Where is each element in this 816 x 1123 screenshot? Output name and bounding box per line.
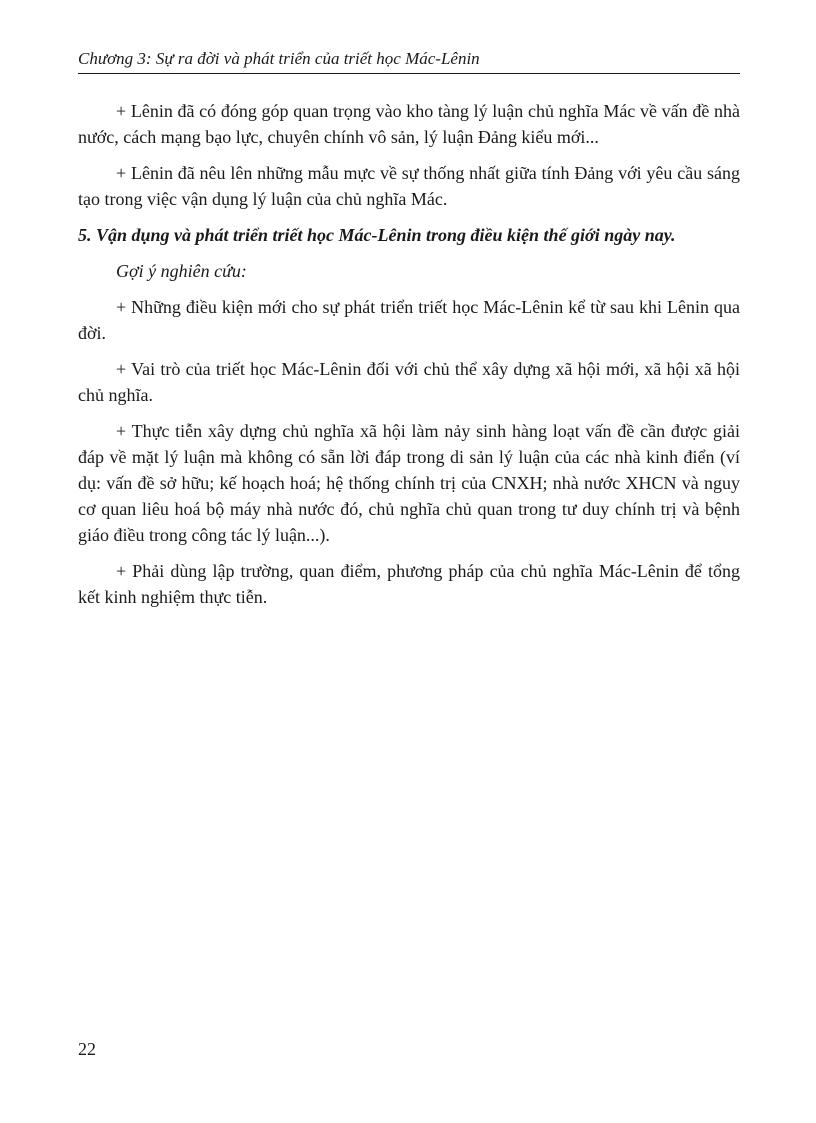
page-number: 22 — [78, 1039, 96, 1059]
section-heading: 5. Vận dụng và phát triển triết học Mác-Lênin trong điều kiện thế giới ngày nay. — [78, 225, 676, 245]
paragraph-lenin-unity: + Lênin đã nêu lên những mẫu mực về sự thống nhất giữa tính Đảng với yêu cầu sáng tạo trong việc vận dụng lý luận của chủ nghĩa Mác. — [78, 163, 740, 209]
paragraph-method: + Phải dùng lập trường, quan điểm, phương pháp của chủ nghĩa Mác-Lênin để tổng kết kinh nghiệm thực tiễn. — [78, 561, 740, 607]
paragraph-new-conditions: + Những điều kiện mới cho sự phát triển triết học Mác-Lênin kể từ sau khi Lênin qua đời. — [78, 297, 740, 343]
running-header: Chương 3: Sự ra đời và phát triển của triết học Mác-Lênin — [78, 48, 740, 74]
document-page — [78, 0, 740, 1123]
paragraph-role: + Vai trò của triết học Mác-Lênin đối với chủ thể xây dựng xã hội mới, xã hội xã hội chủ nghĩa. — [78, 359, 740, 405]
research-hint-label: Gợi ý nghiên cứu: — [116, 261, 247, 281]
paragraph-lenin-contributions: + Lênin đã có đóng góp quan trọng vào kho tàng lý luận chủ nghĩa Mác về vấn đề nhà nước, cách mạng bạo lực, chuyên chính vô sản, lý luận Đảng kiểu mới... — [78, 101, 740, 147]
paragraph-practice: + Thực tiễn xây dựng chủ nghĩa xã hội làm nảy sinh hàng loạt vấn đề cần được giải đáp về mặt lý luận mà không có sẵn lời đáp trong di sản lý luận của các nhà kinh điển (ví dụ: vấn đề sở hữu; kế hoạch hoá; hệ thống chính trị của CNXH; nhà nước XHCN và nguy cơ quan liêu hoá bộ máy nhà nước đó, chủ nghĩa chủ quan trong tư duy chính trị và bệnh giáo điều trong công tác lý luận...). — [78, 421, 740, 545]
body-text — [78, 98, 740, 620]
